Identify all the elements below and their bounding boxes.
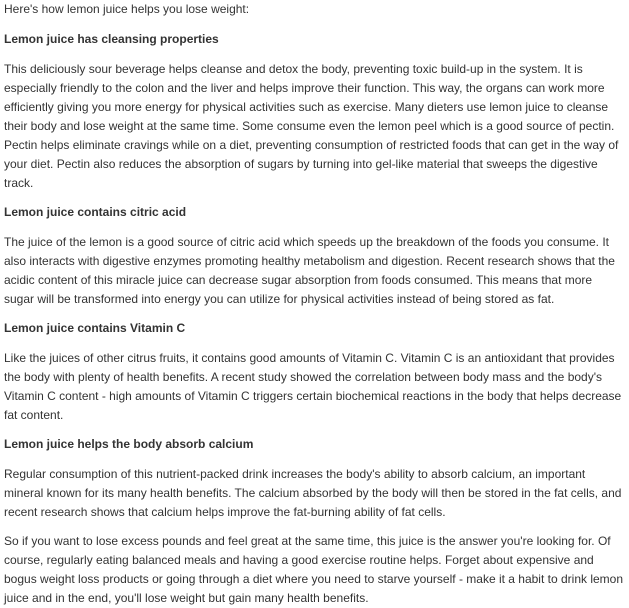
section-heading-cleansing: Lemon juice has cleansing properties	[4, 32, 219, 46]
section-body-vitamin-c: Like the juices of other citrus fruits, it contains good amounts of Vitamin C. Vitamin C is an antioxidant that provides the body with plenty of health benefits. A recent study showed the correlation between body mass and the body's Vitamin C content - high amounts of Vitamin C triggers certain biochemical reactions in the body that helps decrease fat content.	[4, 351, 622, 422]
section-body-cleansing: This deliciously sour beverage helps cleanse and detox the body, preventing toxic build-up in the system. It is especially friendly to the colon and the liver and helps improve their function. This way, the organs can work more efficiently giving you more energy for physical activities such as exercise. Many dieters use lemon juice to cleanse their body and lose weight at the same time. Some consume even the lemon peel which is a good source of pectin. Pectin helps eliminate cravings while on a diet, preventing consumption of restricted foods that can get in the way of your diet. Pectin also reduces the absorption of sugars by turning into gel-like material that sweeps the digestive track.	[4, 62, 619, 190]
section-heading-citric-acid: Lemon juice contains citric acid	[4, 205, 187, 219]
section-body-calcium: Regular consumption of this nutrient-packed drink increases the body's ability to absorb calcium, an important mineral known for its many health benefits. The calcium absorbed by the body will then be stored in the fat cells, and recent research shows that calcium helps improve the fat-burning ability of fat cells.	[4, 467, 622, 519]
section-heading-calcium: Lemon juice helps the body absorb calcium	[4, 437, 254, 451]
section-heading-vitamin-c: Lemon juice contains Vitamin C	[4, 321, 186, 335]
section-body-citric-acid: The juice of the lemon is a good source of citric acid which speeds up the breakdown of the foods you consume. It also interacts with digestive enzymes promoting healthy metabolism and digestion. Recent research shows that the acidic content of this miracle juice can decrease sugar absorption from foods consumed. This means that more sugar will be transformed into energy you can utilize for physical activities instead of being stored as fat.	[4, 235, 615, 306]
intro-text: Here's how lemon juice helps you lose weight:	[4, 2, 250, 16]
conclusion-text: So if you want to lose excess pounds and feel great at the same time, this juice is the answer you're looking for. Of course, regularly eating balanced meals and having a good exercise routine helps. Forget about expensive and bogus weight loss products or going through a diet where you need to starve yourself - make it a habit to drink lemon juice and in the end, you'll lose weight but gain many health benefits.	[4, 534, 624, 605]
